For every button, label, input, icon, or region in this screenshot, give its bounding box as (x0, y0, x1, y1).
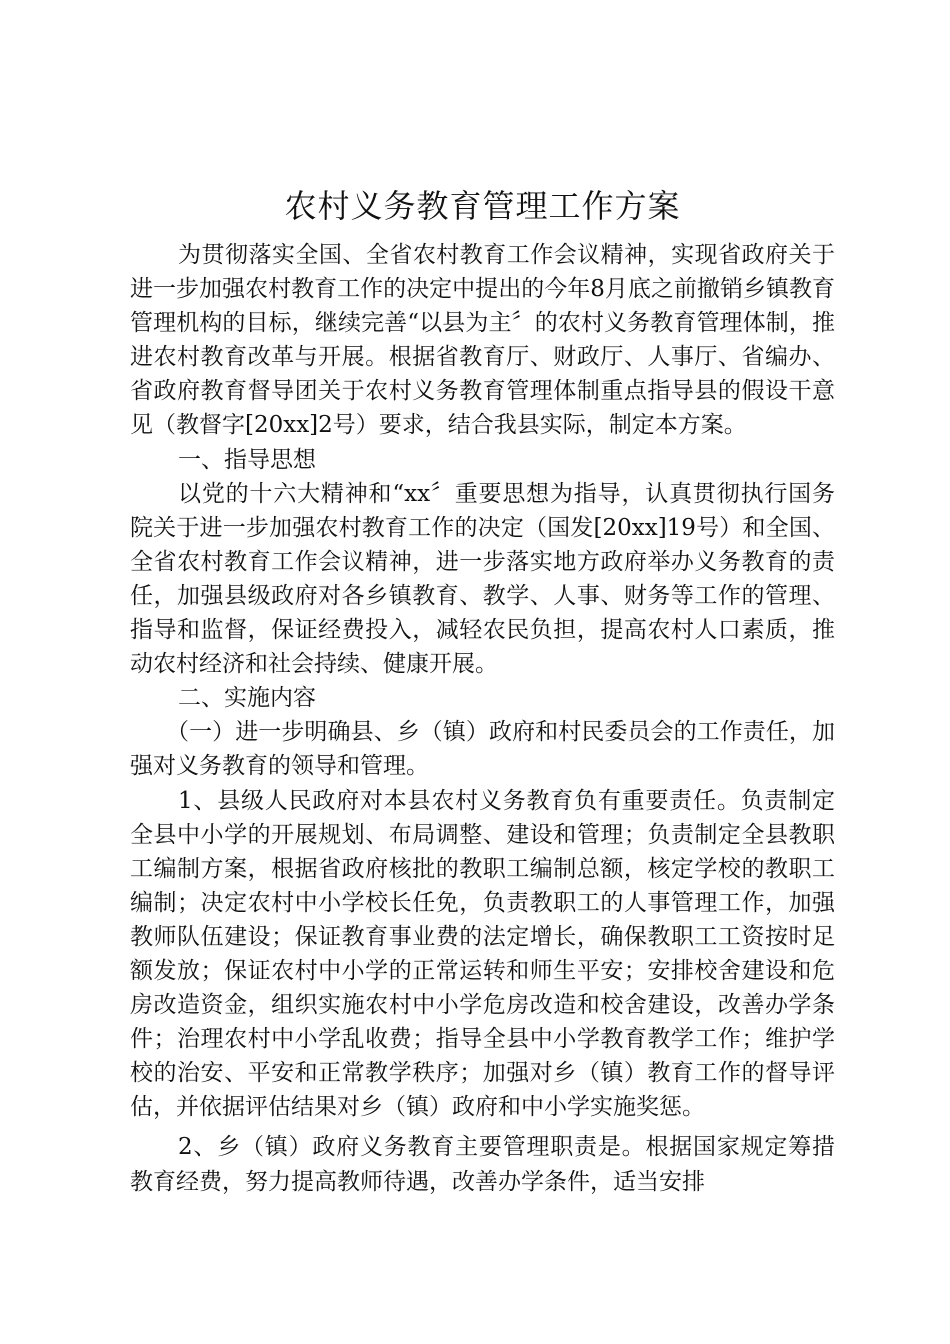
section-heading-guiding-ideology: 一、指导思想 (178, 446, 316, 473)
item-paragraph-1: 1、县级人民政府对本县农村义务教育负有重要责任。负责制定全县中小学的开展规划、布局调整、建设和管理；负责制定全县教职工编制方案，根据省政府核批的教职工编制总额，核定学校的教职工编制；决定农村中小学校长任免，负责教职工的人事管理工作，加强教师队伍建设；保证教育事业费的法定增长，确保教职工工资按时足额发放；保证农村中小学的正常运转和师生平安；安排校舍建设和危房改造资金，组织实施农村中小学危房改造和校舍建设，改善办学条件；治理农村中小学乱收费；指导全县中小学教育教学工作；维护学校的治安、平安和正常教学秩序；加强对乡（镇）教育工作的督导评估，并依据评估结果对乡（镇）政府和中小学实施奖惩。 (130, 787, 835, 1121)
section-heading-implementation: 二、实施内容 (178, 685, 316, 712)
item-paragraph-2: 2、乡（镇）政府义务教育主要管理职责是。根据国家规定筹措教育经费，努力提高教师待遇，改善办学条件，适当安排 (130, 1134, 835, 1195)
subsection-paragraph-1: （一）进一步明确县、乡（镇）政府和村民委员会的工作责任，加强对义务教育的领导和管理。 (130, 719, 835, 780)
intro-paragraph: 为贯彻落实全国、全省农村教育工作会议精神，实现省政府关于进一步加强农村教育工作的决定中提出的今年8月底之前撤销乡镇教育管理机构的目标，继续完善“以县为主〞的农村义务教育管理体制，推进农村教育改革与开展。根据省教育厅、财政厅、人事厅、省编办、省政府教育督导团关于农村义务教育管理体制重点指导县的假设干意见（教督字[20xx]2号）要求，结合我县实际，制定本方案。 (130, 242, 835, 439)
document-title: 农村义务教育管理工作方案 (284, 187, 681, 225)
guiding-ideology-paragraph: 以党的十六大精神和“xx〞重要思想为指导，认真贯彻执行国务院关于进一步加强农村教育工作的决定（国发[20xx]19号）和全国、全省农村教育工作会议精神，进一步落实地方政府举办义务教育的责任，加强县级政府对各乡镇教育、教学、人事、财务等工作的管理、指导和监督，保证经费投入，减轻农民负担，提高农村人口素质，推动农村经济和社会持续、健康开展。 (130, 480, 835, 678)
